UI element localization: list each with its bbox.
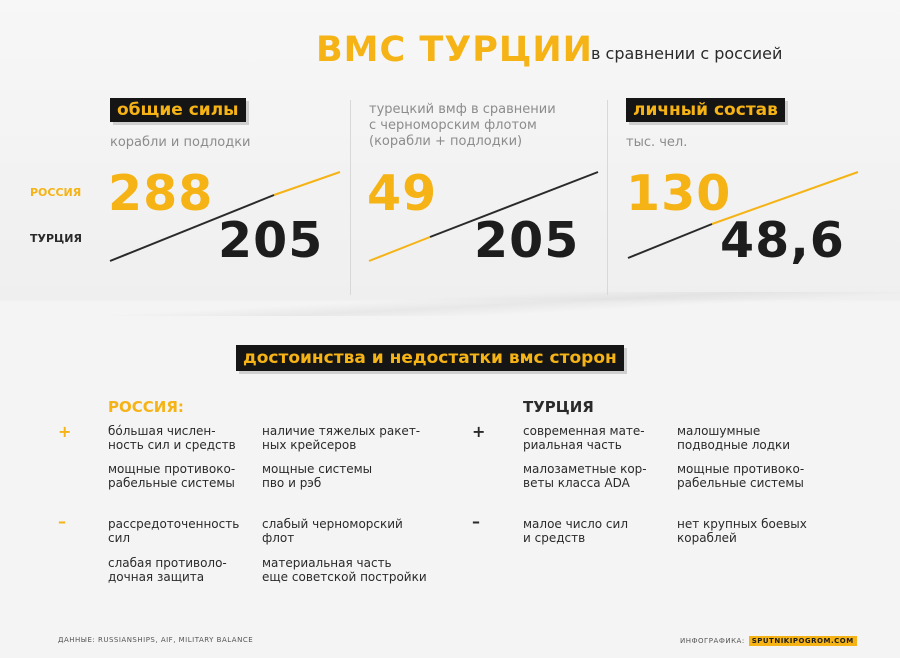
footer-source: ДАННЫЕ: RUSSIANSHIPS, AIF, MILITARY BALANCE: [58, 636, 254, 644]
list-item: малое число сил и средств: [523, 517, 628, 545]
list-item: мощные системы пво и рэб: [262, 462, 373, 490]
footer-credit: [680, 636, 857, 646]
heading-russia: РОССИЯ:: [108, 398, 184, 416]
heading-turkey: ТУРЦИЯ: [523, 398, 594, 416]
list-item: мощные противоко- рабельные системы: [677, 462, 805, 490]
list-item: наличие тяжелых ракет- ных крейсеров: [262, 424, 421, 452]
value-turkey-personnel: 48,6: [720, 212, 845, 269]
diag-line-dark-3: [628, 224, 712, 258]
value-russia-personnel: 130: [626, 165, 732, 222]
footer-credit-label: ИНФОГРАФИКА:: [680, 637, 745, 645]
label-turkey: ТУРЦИЯ: [30, 232, 82, 245]
plus-icon-turkey: +: [472, 422, 486, 441]
page-title: ВМС ТУРЦИИ: [316, 30, 593, 70]
value-turkey-black-sea: 205: [474, 212, 580, 269]
list-item: современная мате- риальная часть: [523, 424, 645, 452]
value-russia-black-sea: 49: [367, 165, 438, 222]
site-link[interactable]: SPUTNIKIPOGROM.COM: [749, 636, 857, 646]
caption-black-sea-line-2: с черноморским флотом: [369, 118, 537, 133]
list-item: материальная часть еще советской постройки: [262, 556, 427, 584]
tag-personnel: личный состав: [626, 98, 785, 122]
minus-icon-turkey: –: [472, 512, 480, 531]
list-item: бóльшая числен- ность сил и средств: [108, 424, 236, 452]
plus-icon-russia: +: [58, 422, 72, 441]
list-item: нет крупных боевых кораблей: [677, 517, 807, 545]
diag-line-accent-2: [369, 237, 430, 261]
caption-personnel: тыс. чел.: [626, 135, 688, 150]
column-divider-1: [350, 100, 351, 295]
minus-icon-russia: –: [58, 512, 66, 531]
list-item: слабый черноморский флот: [262, 517, 403, 545]
list-item: малозаметные кор- веты класса ADA: [523, 462, 647, 490]
caption-total-forces: корабли и подлодки: [110, 135, 251, 150]
caption-black-sea-line-1: турецкий вмф в сравнении: [369, 102, 556, 117]
list-item: рассредоточенность сил: [108, 517, 240, 545]
section-title-pros-cons: достоинства и недостатки вмс сторон: [236, 345, 624, 371]
list-item: слабая противоло- дочная защита: [108, 556, 227, 584]
value-turkey-total: 205: [218, 212, 324, 269]
page-subtitle: в сравнении с россией: [591, 44, 783, 63]
caption-black-sea-line-3: (корабли + подлодки): [369, 134, 523, 149]
list-item: малошумные подводные лодки: [677, 424, 791, 452]
diag-line-accent-1: [274, 172, 340, 195]
value-russia-total: 288: [108, 165, 214, 222]
label-russia: РОССИЯ: [30, 186, 82, 199]
tag-total-forces: общие силы: [110, 98, 246, 122]
column-divider-2: [607, 100, 608, 295]
list-item: мощные противоко- рабельные системы: [108, 462, 236, 490]
